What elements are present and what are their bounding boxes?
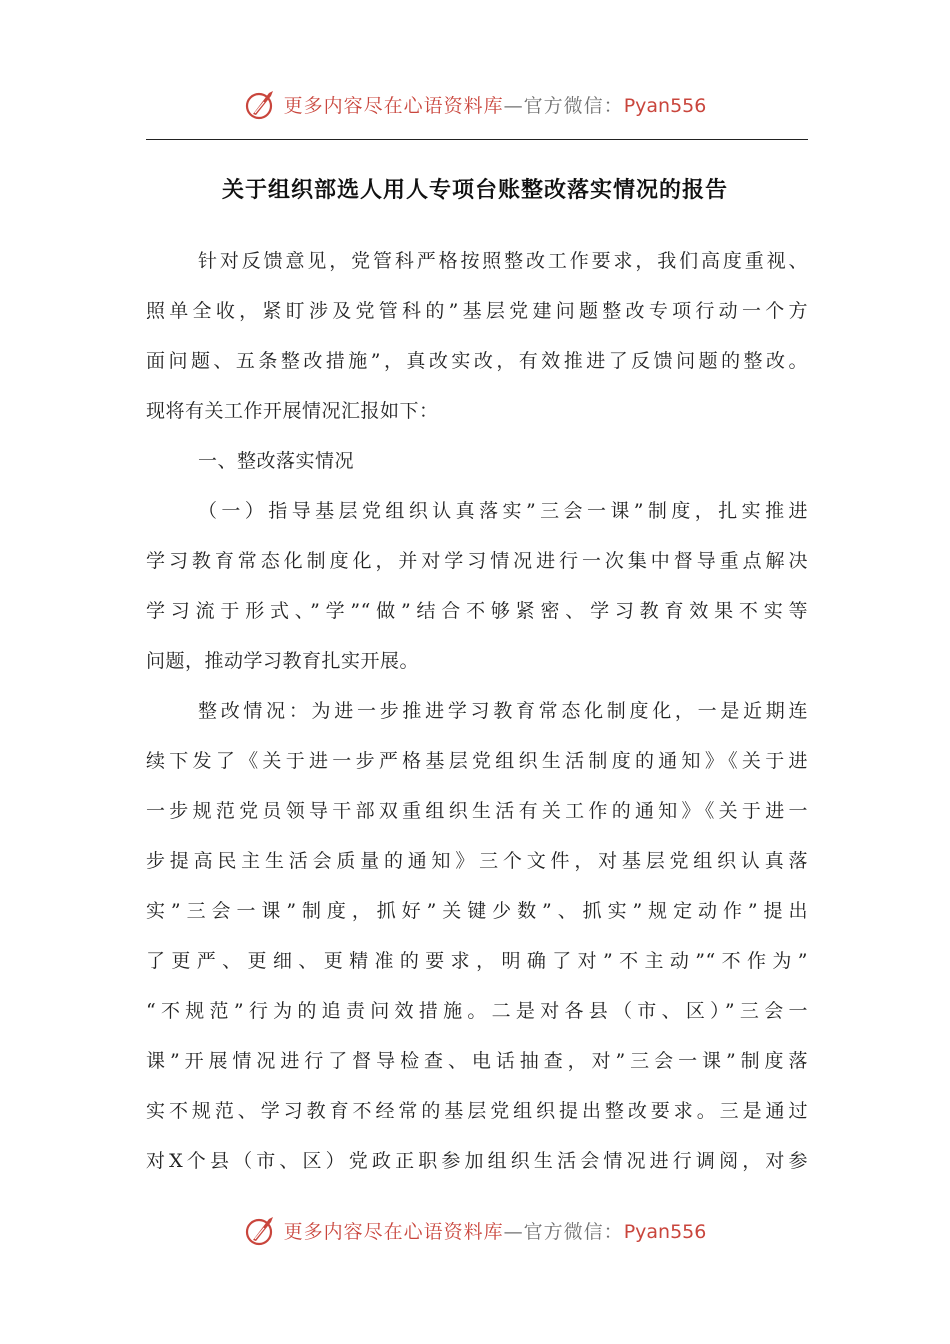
banner-text (284, 91, 707, 118)
banner-wechat-label: 官方微信： (523, 1220, 624, 1243)
banner-promo-text: 更多内容尽在心语资料库 (283, 1220, 504, 1243)
banner-dash: — (503, 94, 524, 117)
document-body (146, 236, 808, 1186)
body-line: “不规范”行为的追责问效措施。二是对各县（市、区）”三会一 (146, 1000, 808, 1022)
body-line: 照单全收，紧盯涉及党管科的”基层党建问题整改专项行动一个方 (146, 300, 808, 322)
body-line: 对X个县（市、区）党政正职参加组织生活会情况进行调阅，对参 (146, 1150, 808, 1172)
body-line: 步提高民主生活会质量的通知》三个文件，对基层党组织认真落 (146, 850, 808, 872)
section-heading: 一、整改落实情况 (198, 450, 355, 472)
quill-pen-logo-icon (244, 87, 278, 121)
body-line: 针对反馈意见，党管科严格按照整改工作要求，我们高度重视、 (198, 250, 808, 272)
document-title: 关于组织部选人用人专项台账整改落实情况的报告 (221, 177, 728, 203)
body-line: 整改情况：为进一步推进学习教育常态化制度化，一是近期连 (198, 700, 808, 722)
body-line: 课”开展情况进行了督导检查、电话抽查，对”三会一课”制度落 (146, 1050, 808, 1072)
body-line: 一步规范党员领导干部双重组织生活有关工作的通知》《关于进一 (146, 800, 808, 822)
body-line: 续下发了《关于进一步严格基层党组织生活制度的通知》《关于进 (146, 750, 808, 772)
body-line: 面问题、五条整改措施”，真改实改，有效推进了反馈问题的整改。 (146, 350, 808, 372)
header-banner (0, 84, 950, 124)
banner-promo-text: 更多内容尽在心语资料库 (283, 94, 504, 117)
body-line: 现将有关工作开展情况汇报如下： (146, 400, 439, 422)
body-line: 实不规范、学习教育不经常的基层党组织提出整改要求。三是通过 (146, 1100, 808, 1122)
body-line: 了更严、更细、更精准的要求，明确了对”不主动”“不作为” (146, 950, 808, 972)
body-line: 学习教育常态化制度化，并对学习情况进行一次集中督导重点解决 (146, 550, 808, 572)
banner-dash: — (503, 1220, 524, 1243)
banner-wechat-id: Pyan556 (623, 1220, 707, 1243)
header-divider (146, 139, 808, 140)
footer-banner (0, 1210, 950, 1250)
banner-wechat-label: 官方微信： (523, 94, 624, 117)
quill-pen-logo-icon (244, 1213, 278, 1247)
body-line: 问题，推动学习教育扎实开展。 (146, 650, 420, 672)
subsection-heading: （一）指导基层党组织认真落实”三会一课”制度，扎实推进 (198, 500, 808, 522)
banner-text (284, 1217, 707, 1244)
body-line: 实”三会一课”制度，抓好”关键少数”、抓实”规定动作”提出 (146, 900, 808, 922)
body-line: 学习流于形式、”学”“做”结合不够紧密、学习教育效果不实等 (146, 600, 808, 622)
banner-wechat-id: Pyan556 (623, 94, 707, 117)
